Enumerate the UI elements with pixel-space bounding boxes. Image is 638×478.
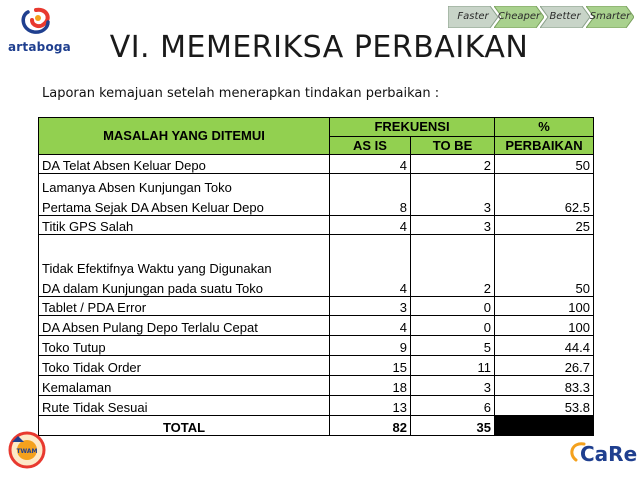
banner-label: Faster	[457, 11, 489, 22]
total-perbaikan-blank	[495, 416, 594, 436]
total-to-be: 35	[411, 416, 495, 436]
banner-label: Cheaper	[497, 11, 541, 22]
to-be-cell: 2	[411, 235, 495, 297]
banner-arrow	[448, 6, 498, 28]
to-be-cell: 3	[411, 216, 495, 235]
twam-logo-icon	[6, 428, 48, 472]
problem-cell	[39, 376, 330, 396]
problem-cell	[39, 356, 330, 376]
svg-text:TWAM: TWAM	[16, 448, 38, 455]
header-as-is: AS IS	[330, 137, 411, 155]
page-title: VI. MEMERIKSA PERBAIKAN	[109, 30, 529, 65]
perbaikan-cell: 100	[495, 297, 594, 316]
as-is-cell: 4	[330, 155, 411, 174]
problem-cell	[39, 235, 330, 297]
perbaikan-cell: 83.3	[495, 376, 594, 396]
as-is-cell: 15	[330, 356, 411, 376]
table-row	[39, 216, 594, 235]
care-logo-text: CaRe	[580, 442, 638, 466]
table-row	[39, 174, 594, 216]
perbaikan-cell: 25	[495, 216, 594, 235]
problem-line: Kemalaman	[42, 380, 112, 395]
perbaikan-cell: 50	[495, 155, 594, 174]
problem-cell	[39, 155, 330, 174]
to-be-cell: 5	[411, 336, 495, 356]
total-label: TOTAL	[39, 416, 330, 436]
problem-line: DA Absen Pulang Depo Terlalu Cepat	[42, 320, 258, 335]
problem-cell	[39, 174, 330, 216]
header-frekuensi: FREKUENSI	[330, 118, 495, 137]
to-be-cell: 2	[411, 155, 495, 174]
banner-arrow	[540, 6, 590, 28]
total-as-is: 82	[330, 416, 411, 436]
banner-arrow	[586, 6, 634, 28]
problem-cell	[39, 396, 330, 416]
problem-line: Toko Tidak Order	[42, 360, 141, 375]
banner-label: Better	[549, 11, 581, 22]
table-row	[39, 316, 594, 336]
problem-line: Tablet / PDA Error	[42, 300, 147, 315]
table-row	[39, 336, 594, 356]
table-row	[39, 155, 594, 174]
as-is-cell: 8	[330, 174, 411, 216]
as-is-cell: 4	[330, 316, 411, 336]
problem-line: Tidak Efektifnya Waktu yang Digunakan	[42, 261, 272, 276]
process-banner	[448, 6, 634, 30]
perbaikan-cell: 62.5	[495, 174, 594, 216]
header-masalah: MASALAH YANG DITEMUI	[39, 118, 330, 155]
problem-cell	[39, 336, 330, 356]
problem-cell	[39, 316, 330, 336]
care-logo	[566, 436, 636, 474]
table-row	[39, 356, 594, 376]
as-is-cell: 9	[330, 336, 411, 356]
problem-line: DA Telat Absen Keluar Depo	[42, 158, 206, 173]
perbaikan-cell: 100	[495, 316, 594, 336]
table-row	[39, 396, 594, 416]
to-be-cell: 3	[411, 376, 495, 396]
problem-line: Lamanya Absen Kunjungan Toko	[42, 180, 232, 195]
logo-text: artaboga	[8, 40, 71, 54]
to-be-cell: 0	[411, 297, 495, 316]
table-row	[39, 235, 594, 297]
to-be-cell: 0	[411, 316, 495, 336]
header-persen: %	[495, 118, 594, 137]
header-perbaikan: PERBAIKAN	[495, 137, 594, 155]
to-be-cell: 11	[411, 356, 495, 376]
to-be-cell: 3	[411, 174, 495, 216]
problem-line: Pertama Sejak DA Absen Keluar Depo	[42, 200, 264, 215]
total-row	[39, 416, 594, 436]
problem-line: DA dalam Kunjungan pada suatu Toko	[42, 281, 263, 296]
perbaikan-cell: 50	[495, 235, 594, 297]
table-row	[39, 376, 594, 396]
as-is-cell: 3	[330, 297, 411, 316]
perbaikan-cell: 53.8	[495, 396, 594, 416]
perbaikan-cell: 26.7	[495, 356, 594, 376]
twam-logo	[6, 428, 48, 472]
problem-line: Rute Tidak Sesuai	[42, 400, 148, 415]
problem-line: Toko Tutup	[42, 340, 106, 355]
banner-arrow	[494, 6, 544, 28]
page-subtitle: Laporan kemajuan setelah menerapkan tindakan perbaikan :	[42, 86, 440, 101]
problem-cell	[39, 216, 330, 235]
improvement-table	[38, 117, 593, 436]
as-is-cell: 13	[330, 396, 411, 416]
to-be-cell: 6	[411, 396, 495, 416]
problem-line: Titik GPS Salah	[42, 219, 134, 234]
header-to-be: TO BE	[411, 137, 495, 155]
banner-label: Smarter	[589, 11, 631, 22]
table-row	[39, 297, 594, 316]
problem-cell	[39, 297, 330, 316]
as-is-cell: 4	[330, 216, 411, 235]
as-is-cell: 4	[330, 235, 411, 297]
perbaikan-cell: 44.4	[495, 336, 594, 356]
as-is-cell: 18	[330, 376, 411, 396]
